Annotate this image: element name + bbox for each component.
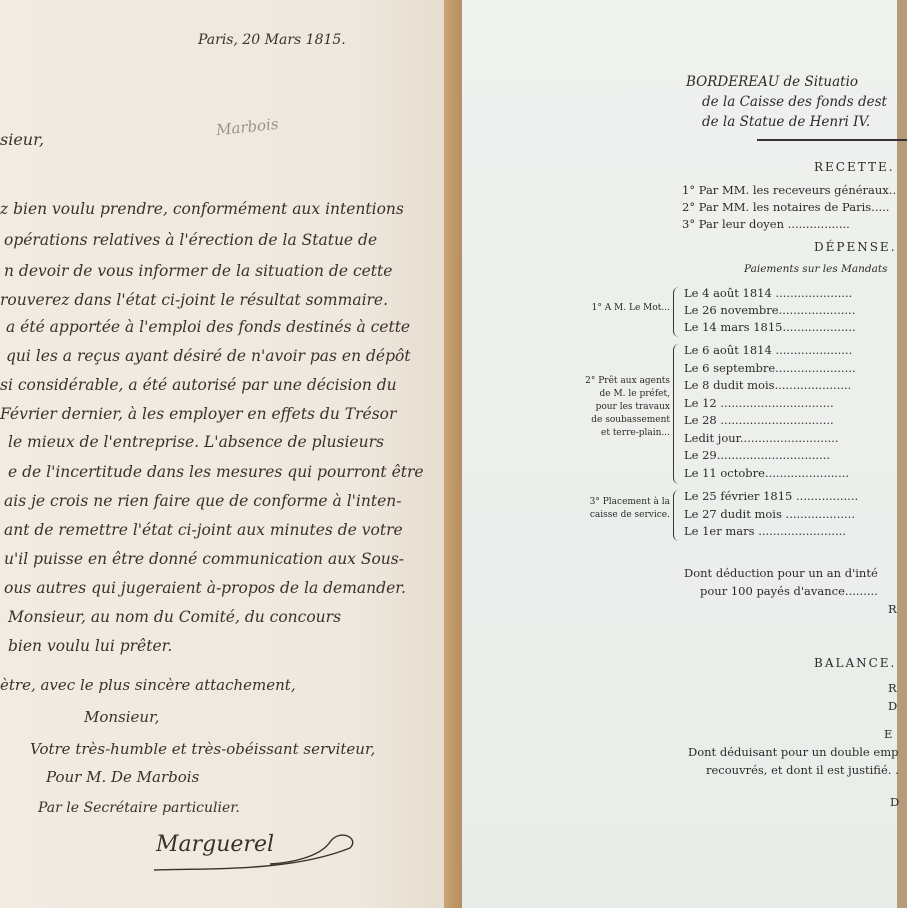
group3-row: Le 27 dudit mois ...................: [684, 507, 855, 521]
balance-letter: D: [890, 795, 900, 809]
closing-servant: Votre très-humble et très-obéissant serviteur,: [30, 740, 376, 758]
letter-line: bien voulu lui prêter.: [8, 637, 173, 655]
group2-row: Le 29...............................: [684, 448, 831, 462]
closing-for-marbois: Pour M. De Marbois: [46, 768, 200, 786]
group1-label: 1° A M. Le Mot...: [591, 303, 670, 313]
letter-line: opérations relatives à l'érection de la Statue de: [4, 231, 378, 249]
group2-row: Le 12 ...............................: [684, 396, 834, 410]
signature-flourish: [150, 818, 360, 878]
closing-line: ètre, avec le plus sincère attachement,: [0, 676, 296, 694]
title-rule: [757, 139, 907, 141]
group3-row: Le 1er mars ........................: [684, 524, 846, 538]
deduction-letter: R: [888, 602, 897, 616]
deduction-line: Dont déduction pour un an d'inté: [684, 566, 878, 580]
letter-line: ous autres qui jugeraient à-propos de la demander.: [4, 579, 406, 597]
depense-subheading: Paiements sur les Mandats: [744, 263, 888, 275]
letter-salutation: sieur,: [0, 130, 45, 149]
book-gutter: [444, 0, 462, 908]
letter-line: qui les a reçus ayant désiré de n'avoir pas en dépôt: [6, 347, 411, 365]
letter-line: a été apportée à l'emploi des fonds destinés à cette: [6, 318, 411, 336]
letter-date: Paris, 20 Mars 1815.: [198, 32, 346, 48]
balance-letter: E: [884, 727, 893, 741]
recette-row: 3° Par leur doyen .................: [682, 217, 850, 231]
letter-line: n devoir de vous informer de la situation de cette: [4, 262, 393, 280]
pencil-annotation: Marbois: [215, 114, 280, 140]
deduction-line: pour 100 payés d'avance.........: [700, 584, 878, 598]
group2-row: Le 8 dudit mois.....................: [684, 378, 852, 392]
group2-row: Le 28 ...............................: [684, 413, 834, 427]
signature: Marguerel: [156, 832, 275, 857]
group2-label: 2° Prêt aux agents de M. le préfet, pour les travaux de soubassement et terre-plain...: [585, 376, 670, 438]
balance-letter: D: [888, 699, 898, 713]
letter-line: e de l'incertitude dans les mesures qui pourront être: [8, 463, 424, 481]
title-line-3: de la Statue de Henri IV.: [702, 114, 871, 130]
brace-group3: [673, 490, 680, 541]
group2-row: Le 6 août 1814 .....................: [684, 343, 853, 357]
recette-row: 1° Par MM. les receveurs généraux..: [682, 183, 897, 197]
letter-line: rouverez dans l'état ci-joint le résultat sommaire.: [0, 291, 389, 309]
balance-line: recouvrés, et dont il est justifié. .: [706, 763, 899, 777]
closing-monsieur: Monsieur,: [84, 708, 160, 726]
group3-row: Le 25 février 1815 .................: [684, 489, 859, 503]
letter-line: u'il puisse en être donné communication aux Sous-: [4, 550, 404, 568]
group2-row: Ledit jour...........................: [684, 431, 839, 445]
depense-heading: DÉPENSE.: [814, 240, 897, 254]
letter-line: z bien voulu prendre, conformément aux intentions: [0, 200, 404, 218]
handwritten-letter-page: [0, 0, 444, 908]
letter-line: ais je crois ne rien faire que de conforme à l'inten-: [4, 492, 402, 510]
title-line-1: BORDEREAU de Situatio: [686, 74, 859, 90]
balance-letter: R: [888, 681, 897, 695]
brace-group1: [673, 287, 680, 337]
balance-heading: BALANCE.: [814, 656, 897, 670]
brace-group2: [673, 344, 680, 484]
letter-line: Monsieur, au nom du Comité, du concours: [8, 608, 342, 626]
letter-line: si considérable, a été autorisé par une décision du: [0, 376, 397, 394]
recette-row: 2° Par MM. les notaires de Paris.....: [682, 200, 890, 214]
group3-label: 3° Placement à la caisse de service.: [589, 497, 670, 520]
letter-line: le mieux de l'entreprise. L'absence de plusieurs: [8, 433, 384, 451]
letter-line: Février dernier, à les employer en effets du Trésor: [0, 405, 397, 423]
group1-row: Le 14 mars 1815....................: [684, 320, 856, 334]
recette-heading: RECETTE.: [814, 160, 895, 174]
title-line-2: de la Caisse des fonds dest: [702, 94, 887, 110]
group2-row: Le 6 septembre......................: [684, 361, 856, 375]
letter-line: ant de remettre l'état ci-joint aux minutes de votre: [4, 521, 403, 539]
group2-row: Le 11 octobre.......................: [684, 466, 850, 480]
group1-row: Le 26 novembre.....................: [684, 303, 856, 317]
balance-line: Dont déduisant pour un double emp: [688, 745, 899, 759]
closing-secretary: Par le Secrétaire particulier.: [38, 800, 240, 816]
group1-row: Le 4 août 1814 .....................: [684, 286, 853, 300]
